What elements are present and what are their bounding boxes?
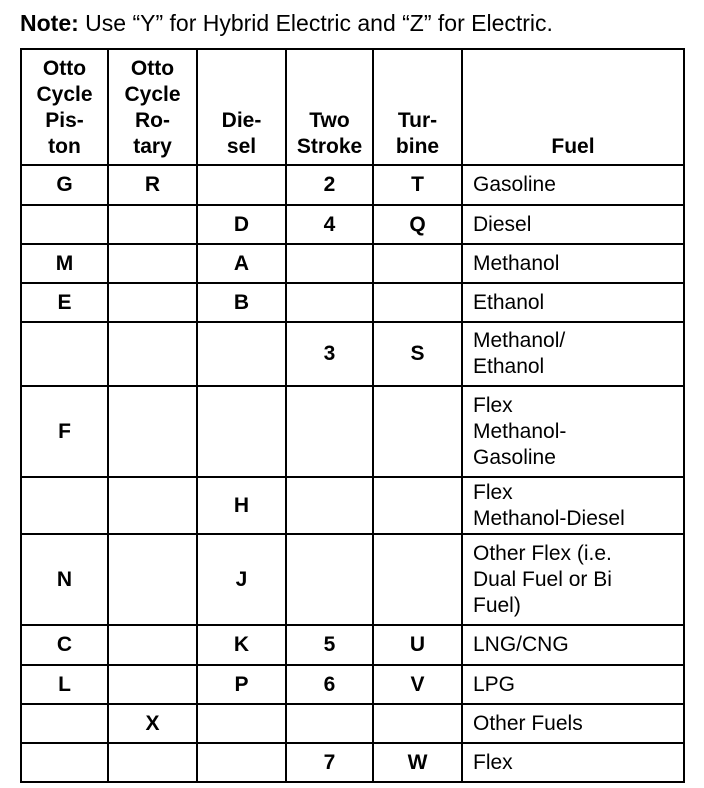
cell-turbine: T [373,165,462,205]
cell-rotary [108,386,197,477]
cell-fuel [462,625,684,665]
cell-rotary: R [108,165,197,205]
note-line [20,8,553,38]
fuel-line: LNG/CNG [473,633,569,656]
cell-fuel [462,205,684,244]
cell-piston [21,322,108,386]
fuel-line: Methanol/ [473,329,566,352]
cell-rotary [108,244,197,283]
cell-turbine [373,283,462,322]
cell-two-stroke: 7 [286,743,373,782]
cell-piston: L [21,665,108,704]
cell-turbine: V [373,665,462,704]
cell-diesel: A [197,244,286,283]
cell-piston: C [21,625,108,665]
cell-two-stroke [286,704,373,743]
table-row [21,322,684,386]
cell-turbine: W [373,743,462,782]
fuel-code-table [20,48,685,783]
cell-turbine: U [373,625,462,665]
fuel-line: Flex [473,393,513,417]
fuel-line: Dual Fuel or Bi [473,567,612,591]
cell-piston: M [21,244,108,283]
cell-piston [21,205,108,244]
cell-two-stroke: 5 [286,625,373,665]
cell-turbine: S [373,322,462,386]
table-row [21,205,684,244]
cell-diesel: H [197,477,286,534]
fuel-line: Diesel [473,212,532,236]
table-row [21,283,684,322]
cell-piston: F [21,386,108,477]
fuel-line: Other Flex (i.e. [473,541,612,565]
header-otto-rotary: Otto Cycle Ro- tary [108,49,197,165]
header-otto-piston: Otto Cycle Pis- ton [21,49,108,165]
note-label: Note: [20,10,79,36]
cell-fuel [462,743,684,782]
cell-rotary [108,205,197,244]
cell-diesel: J [197,534,286,625]
cell-piston [21,704,108,743]
cell-turbine [373,244,462,283]
table-row [21,244,684,283]
cell-turbine [373,704,462,743]
table-row [21,477,684,534]
cell-two-stroke: 3 [286,322,373,386]
table-body [21,165,684,782]
cell-two-stroke: 6 [286,665,373,704]
cell-two-stroke [286,386,373,477]
cell-fuel [462,283,684,322]
table-row [21,165,684,205]
cell-rotary [108,743,197,782]
fuel-line: Methanol [473,251,560,275]
cell-turbine [373,477,462,534]
cell-two-stroke: 2 [286,165,373,205]
fuel-line: Fuel) [473,593,521,617]
table-row [21,743,684,782]
cell-fuel [462,665,684,704]
cell-diesel [197,386,286,477]
cell-fuel [462,534,684,625]
cell-diesel: D [197,205,286,244]
fuel-line: Other Fuels [473,711,583,735]
table-row [21,534,684,625]
cell-two-stroke [286,534,373,625]
cell-diesel [197,165,286,205]
cell-two-stroke [286,244,373,283]
fuel-line: Methanol-Diesel [473,506,625,530]
cell-turbine [373,386,462,477]
cell-diesel [197,322,286,386]
fuel-line: Gasoline [473,173,556,196]
header-two-stroke: Two Stroke [286,49,373,165]
table-row [21,704,684,743]
fuel-line: Flex [473,480,513,504]
fuel-line: LPG [473,672,516,696]
fuel-line: Ethanol [473,290,545,314]
cell-fuel [462,322,684,386]
cell-fuel [462,165,684,205]
header-row [21,49,684,165]
cell-diesel: K [197,625,286,665]
cell-rotary: X [108,704,197,743]
cell-rotary [108,665,197,704]
table-row [21,665,684,704]
cell-piston [21,743,108,782]
table-row [21,386,684,477]
table-row [21,625,684,665]
cell-rotary [108,625,197,665]
cell-two-stroke [286,283,373,322]
cell-diesel [197,704,286,743]
header-turbine: Tur- bine [373,49,462,165]
cell-diesel [197,743,286,782]
cell-fuel [462,386,684,477]
cell-two-stroke [286,477,373,534]
cell-fuel [462,704,684,743]
cell-piston: E [21,283,108,322]
cell-diesel: P [197,665,286,704]
cell-turbine: Q [373,205,462,244]
fuel-line: Gasoline [473,445,556,469]
cell-piston [21,477,108,534]
cell-fuel [462,477,684,534]
cell-rotary [108,477,197,534]
fuel-line: Ethanol [473,355,545,378]
fuel-line: Methanol- [473,419,567,443]
cell-piston: N [21,534,108,625]
cell-rotary [108,283,197,322]
cell-rotary [108,534,197,625]
cell-two-stroke: 4 [286,205,373,244]
cell-diesel: B [197,283,286,322]
cell-piston: G [21,165,108,205]
cell-turbine [373,534,462,625]
cell-fuel [462,244,684,283]
header-fuel: Fuel [462,49,684,165]
note-text: Use “Y” for Hybrid Electric and “Z” for Electric. [85,10,553,36]
cell-rotary [108,322,197,386]
header-diesel: Die- sel [197,49,286,165]
fuel-line: Flex [473,750,513,774]
